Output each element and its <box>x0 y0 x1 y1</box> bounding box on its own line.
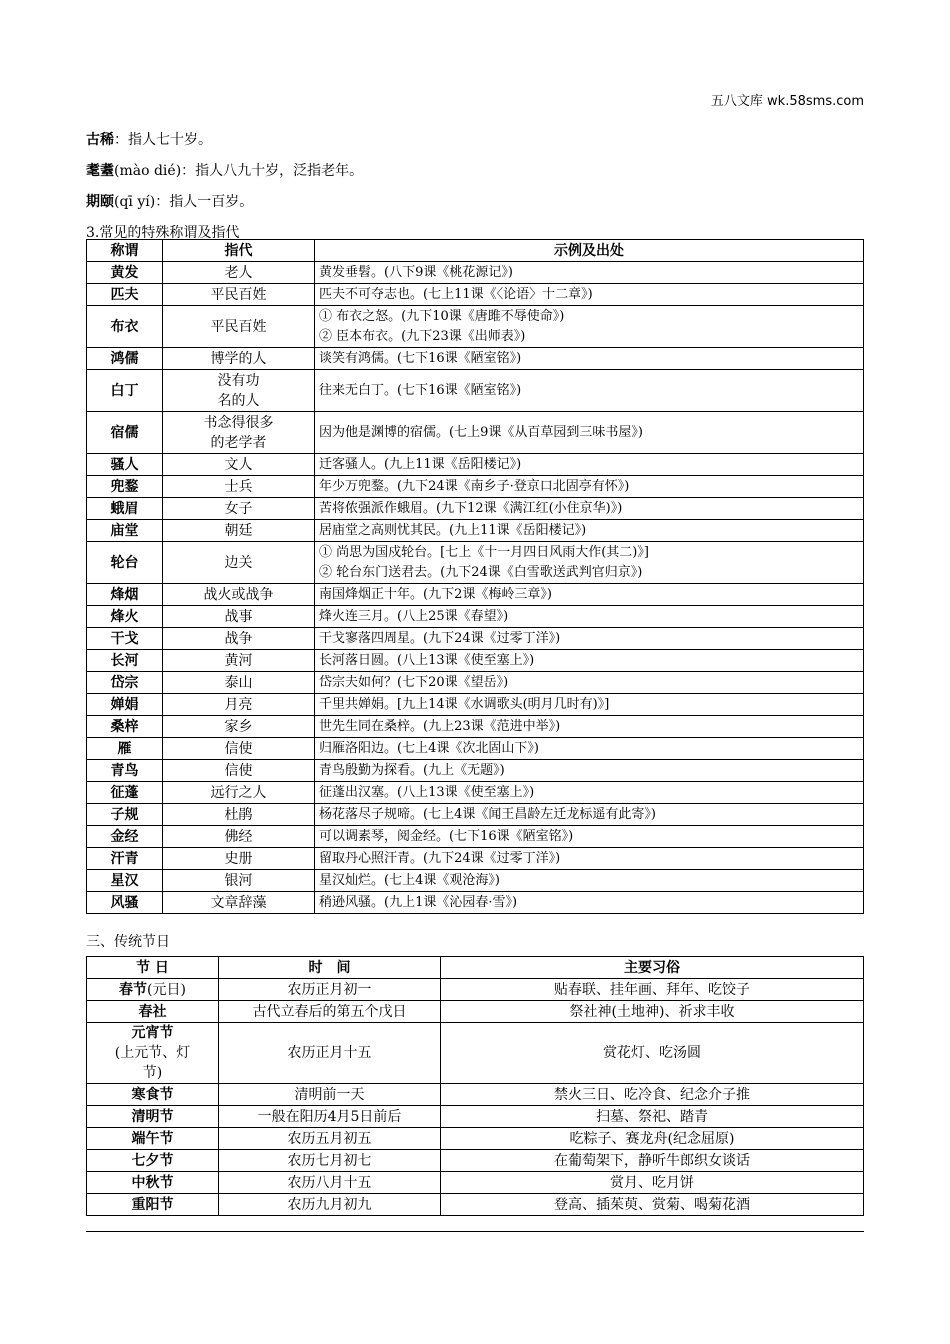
table-row <box>87 584 864 606</box>
appellation-cell: 汗青 <box>87 848 163 870</box>
example-cell: 征蓬出汉塞。(八上13课《使至塞上》) <box>315 782 864 804</box>
example-cell: 匹夫不可夺志也。(七上11课《〈论语〉十二章》) <box>315 284 864 306</box>
appellation-table <box>86 239 864 914</box>
intro-line <box>86 125 864 156</box>
reference-cell: 博学的人 <box>163 348 315 370</box>
table-row <box>87 284 864 306</box>
appellation-cell: 烽火 <box>87 606 163 628</box>
table-row <box>87 892 864 914</box>
reference-cell: 女子 <box>163 498 315 520</box>
table-row <box>87 1106 864 1128</box>
bottom-rule <box>86 1231 864 1232</box>
appellation-cell: 风骚 <box>87 892 163 914</box>
table-row <box>87 826 864 848</box>
reference-cell: 远行之人 <box>163 782 315 804</box>
reference-cell: 银河 <box>163 870 315 892</box>
appellation-cell: 兜鍪 <box>87 476 163 498</box>
reference-cell: 文人 <box>163 454 315 476</box>
reference-cell: 朝廷 <box>163 520 315 542</box>
example-cell: 稍逊风骚。(九上1课《沁园春·雪》) <box>315 892 864 914</box>
appellation-cell: 白丁 <box>87 370 163 412</box>
reference-cell: 士兵 <box>163 476 315 498</box>
reference-cell: 战火或战争 <box>163 584 315 606</box>
col-header: 主要习俗 <box>441 957 864 979</box>
table-row <box>87 1023 864 1084</box>
appellation-cell: 干戈 <box>87 628 163 650</box>
intro-lines <box>86 125 864 249</box>
custom-cell: 吃粽子、赛龙舟(纪念屈原) <box>441 1128 864 1150</box>
reference-cell: 战事 <box>163 606 315 628</box>
time-cell: 农历五月初五 <box>219 1128 441 1150</box>
table-row <box>87 498 864 520</box>
festival-cell <box>87 1172 219 1194</box>
table-row <box>87 606 864 628</box>
appellation-cell: 岱宗 <box>87 672 163 694</box>
col-header: 节 日 <box>87 957 219 979</box>
table-row <box>87 262 864 284</box>
table-row <box>87 870 864 892</box>
reference-cell: 书念得很多 的老学者 <box>163 412 315 454</box>
table-row <box>87 370 864 412</box>
festival-name: 重阳节 <box>131 1196 174 1213</box>
col-header: 时 间 <box>219 957 441 979</box>
festival-alias: (元日) <box>147 981 186 998</box>
reference-cell: 战争 <box>163 628 315 650</box>
section-heading-text: 3.常见的特殊称谓及指代 <box>86 225 240 241</box>
festival-name: 清明节 <box>131 1108 174 1125</box>
example-cell: 留取丹心照汗青。(九下24课《过零丁洋》) <box>315 848 864 870</box>
reference-cell: 边关 <box>163 542 315 584</box>
festival-name: 春节 <box>119 981 148 998</box>
col-header: 称谓 <box>87 240 163 262</box>
festival-cell <box>87 1194 219 1216</box>
example-cell: ① 尚思为国戍轮台。[七上《十一月四日风雨大作(其二)》] ② 轮台东门送君去。(九下24课《白雪歌送武判官归京》) <box>315 542 864 584</box>
appellation-cell: 征蓬 <box>87 782 163 804</box>
example-cell: 干戈寥落四周星。(九下24课《过零丁洋》) <box>315 628 864 650</box>
example-cell: 杨花落尽子规啼。(七上4课《闻王昌龄左迁龙标遥有此寄》) <box>315 804 864 826</box>
example-cell: 居庙堂之高则忧其民。(九上11课《岳阳楼记》) <box>315 520 864 542</box>
example-cell: 岱宗夫如何？(七下20课《望岳》) <box>315 672 864 694</box>
example-cell: ① 布衣之怒。(九下10课《唐雎不辱使命》) ② 臣本布衣。(九下23课《出师表》) <box>315 306 864 348</box>
appellation-cell: 鸿儒 <box>87 348 163 370</box>
reference-cell: 没有功 名的人 <box>163 370 315 412</box>
term: 耄耋 <box>86 163 114 179</box>
table-row <box>87 412 864 454</box>
time-cell: 清明前一天 <box>219 1084 441 1106</box>
appellation-cell: 蛾眉 <box>87 498 163 520</box>
reference-cell: 信使 <box>163 760 315 782</box>
reference-cell: 信使 <box>163 738 315 760</box>
reference-cell: 佛经 <box>163 826 315 848</box>
custom-cell: 赏月、吃月饼 <box>441 1172 864 1194</box>
reference-cell: 家乡 <box>163 716 315 738</box>
reference-cell: 老人 <box>163 262 315 284</box>
col-header: 示例及出处 <box>315 240 864 262</box>
table-row <box>87 694 864 716</box>
term: 古稀 <box>86 132 114 148</box>
example-cell: 星汉灿烂。(七上4课《观沧海》) <box>315 870 864 892</box>
festival-alias: (上元节、灯 节) <box>114 1045 191 1081</box>
table-row <box>87 306 864 348</box>
table-row <box>87 454 864 476</box>
col-header: 指代 <box>163 240 315 262</box>
table-row <box>87 628 864 650</box>
table-row <box>87 348 864 370</box>
reference-cell: 史册 <box>163 848 315 870</box>
reference-cell: 文章辞藻 <box>163 892 315 914</box>
site-watermark: 五八文库 wk.58sms.com <box>710 94 864 109</box>
time-cell: 农历正月十五 <box>219 1023 441 1084</box>
term-desc: (mào dié)：指人八九十岁，泛指老年。 <box>114 163 364 179</box>
example-cell: 因为他是渊博的宿儒。(七上9课《从百草园到三味书屋》) <box>315 412 864 454</box>
appellation-cell: 婵娟 <box>87 694 163 716</box>
section-title: 三、传统节日 <box>86 934 170 950</box>
appellation-cell: 黄发 <box>87 262 163 284</box>
appellation-cell: 金经 <box>87 826 163 848</box>
example-cell: 黄发垂髫。(八下9课《桃花源记》) <box>315 262 864 284</box>
appellation-cell: 星汉 <box>87 870 163 892</box>
festival-cell <box>87 1001 219 1023</box>
festival-cell <box>87 1128 219 1150</box>
table-row <box>87 542 864 584</box>
table-row <box>87 804 864 826</box>
table-row <box>87 672 864 694</box>
example-cell: 归雁洛阳边。(七上4课《次北固山下》) <box>315 738 864 760</box>
appellation-cell: 轮台 <box>87 542 163 584</box>
example-cell: 迁客骚人。(九上11课《岳阳楼记》) <box>315 454 864 476</box>
example-cell: 可以调素琴，阅金经。(七下16课《陋室铭》) <box>315 826 864 848</box>
appellation-cell: 庙堂 <box>87 520 163 542</box>
example-cell: 往来无白丁。(七下16课《陋室铭》) <box>315 370 864 412</box>
term-desc: (qī yí)：指人一百岁。 <box>114 194 254 210</box>
appellation-cell: 青鸟 <box>87 760 163 782</box>
time-cell: 一般在阳历4月5日前后 <box>219 1106 441 1128</box>
festival-name: 七夕节 <box>131 1152 174 1169</box>
custom-cell: 祭社神(土地神)、祈求丰收 <box>441 1001 864 1023</box>
table-row <box>87 716 864 738</box>
table-row <box>87 848 864 870</box>
example-cell: 烽火连三月。(八上25课《春望》) <box>315 606 864 628</box>
table-row <box>87 476 864 498</box>
reference-cell: 平民百姓 <box>163 284 315 306</box>
table-row <box>87 1150 864 1172</box>
appellation-cell: 骚人 <box>87 454 163 476</box>
festival-name: 端午节 <box>131 1130 174 1147</box>
intro-line <box>86 156 864 187</box>
appellation-cell: 宿儒 <box>87 412 163 454</box>
custom-cell: 扫墓、祭祀、踏青 <box>441 1106 864 1128</box>
table-row <box>87 650 864 672</box>
custom-cell: 禁火三日、吃冷食、纪念介子推 <box>441 1084 864 1106</box>
example-cell: 年少万兜鍪。(九下24课《南乡子·登京口北固亭有怀》) <box>315 476 864 498</box>
example-cell: 苦将侬强派作蛾眉。(九下12课《满江红(小住京华)》) <box>315 498 864 520</box>
custom-cell: 登高、插茱萸、赏菊、喝菊花酒 <box>441 1194 864 1216</box>
table-header-row <box>87 957 864 979</box>
festival-table <box>86 956 864 1216</box>
table-row <box>87 782 864 804</box>
reference-cell: 泰山 <box>163 672 315 694</box>
table-header-row <box>87 240 864 262</box>
custom-cell: 贴春联、挂年画、拜年、吃饺子 <box>441 979 864 1001</box>
festival-cell <box>87 1106 219 1128</box>
table-row <box>87 1084 864 1106</box>
appellation-cell: 桑梓 <box>87 716 163 738</box>
custom-cell: 在葡萄架下，静听牛郎织女谈话 <box>441 1150 864 1172</box>
table-row <box>87 520 864 542</box>
time-cell: 农历七月初七 <box>219 1150 441 1172</box>
appellation-cell: 布衣 <box>87 306 163 348</box>
festival-name: 中秋节 <box>131 1174 174 1191</box>
intro-line <box>86 187 864 218</box>
festival-name: 春社 <box>138 1003 167 1020</box>
term: 期颐 <box>86 194 114 210</box>
table-row <box>87 1194 864 1216</box>
appellation-cell: 雁 <box>87 738 163 760</box>
custom-cell: 赏花灯、吃汤圆 <box>441 1023 864 1084</box>
example-cell: 谈笑有鸿儒。(七下16课《陋室铭》) <box>315 348 864 370</box>
table-row <box>87 1128 864 1150</box>
example-cell: 千里共婵娟。[九上14课《水调歌头(明月几时有)》] <box>315 694 864 716</box>
festival-name: 元宵节 <box>131 1025 174 1041</box>
festival-cell <box>87 1023 219 1084</box>
table-row <box>87 760 864 782</box>
festival-cell <box>87 979 219 1001</box>
reference-cell: 平民百姓 <box>163 306 315 348</box>
appellation-cell: 烽烟 <box>87 584 163 606</box>
example-cell: 南国烽烟正十年。(九下2课《梅岭三章》) <box>315 584 864 606</box>
time-cell: 古代立春后的第五个戊日 <box>219 1001 441 1023</box>
table-row <box>87 1001 864 1023</box>
festival-cell <box>87 1150 219 1172</box>
festival-name: 寒食节 <box>131 1086 174 1103</box>
example-cell: 青鸟殷勤为探看。(九上《无题》) <box>315 760 864 782</box>
example-cell: 长河落日圆。(八上13课《使至塞上》) <box>315 650 864 672</box>
reference-cell: 杜鹃 <box>163 804 315 826</box>
term-desc: ：指人七十岁。 <box>114 132 212 148</box>
table-row <box>87 979 864 1001</box>
appellation-cell: 匹夫 <box>87 284 163 306</box>
table-row <box>87 1172 864 1194</box>
appellation-cell: 子规 <box>87 804 163 826</box>
time-cell: 农历八月十五 <box>219 1172 441 1194</box>
festival-cell <box>87 1084 219 1106</box>
reference-cell: 黄河 <box>163 650 315 672</box>
appellation-cell: 长河 <box>87 650 163 672</box>
table-row <box>87 738 864 760</box>
example-cell: 世先生同在桑梓。(九上23课《范进中举》) <box>315 716 864 738</box>
reference-cell: 月亮 <box>163 694 315 716</box>
time-cell: 农历九月初九 <box>219 1194 441 1216</box>
time-cell: 农历正月初一 <box>219 979 441 1001</box>
